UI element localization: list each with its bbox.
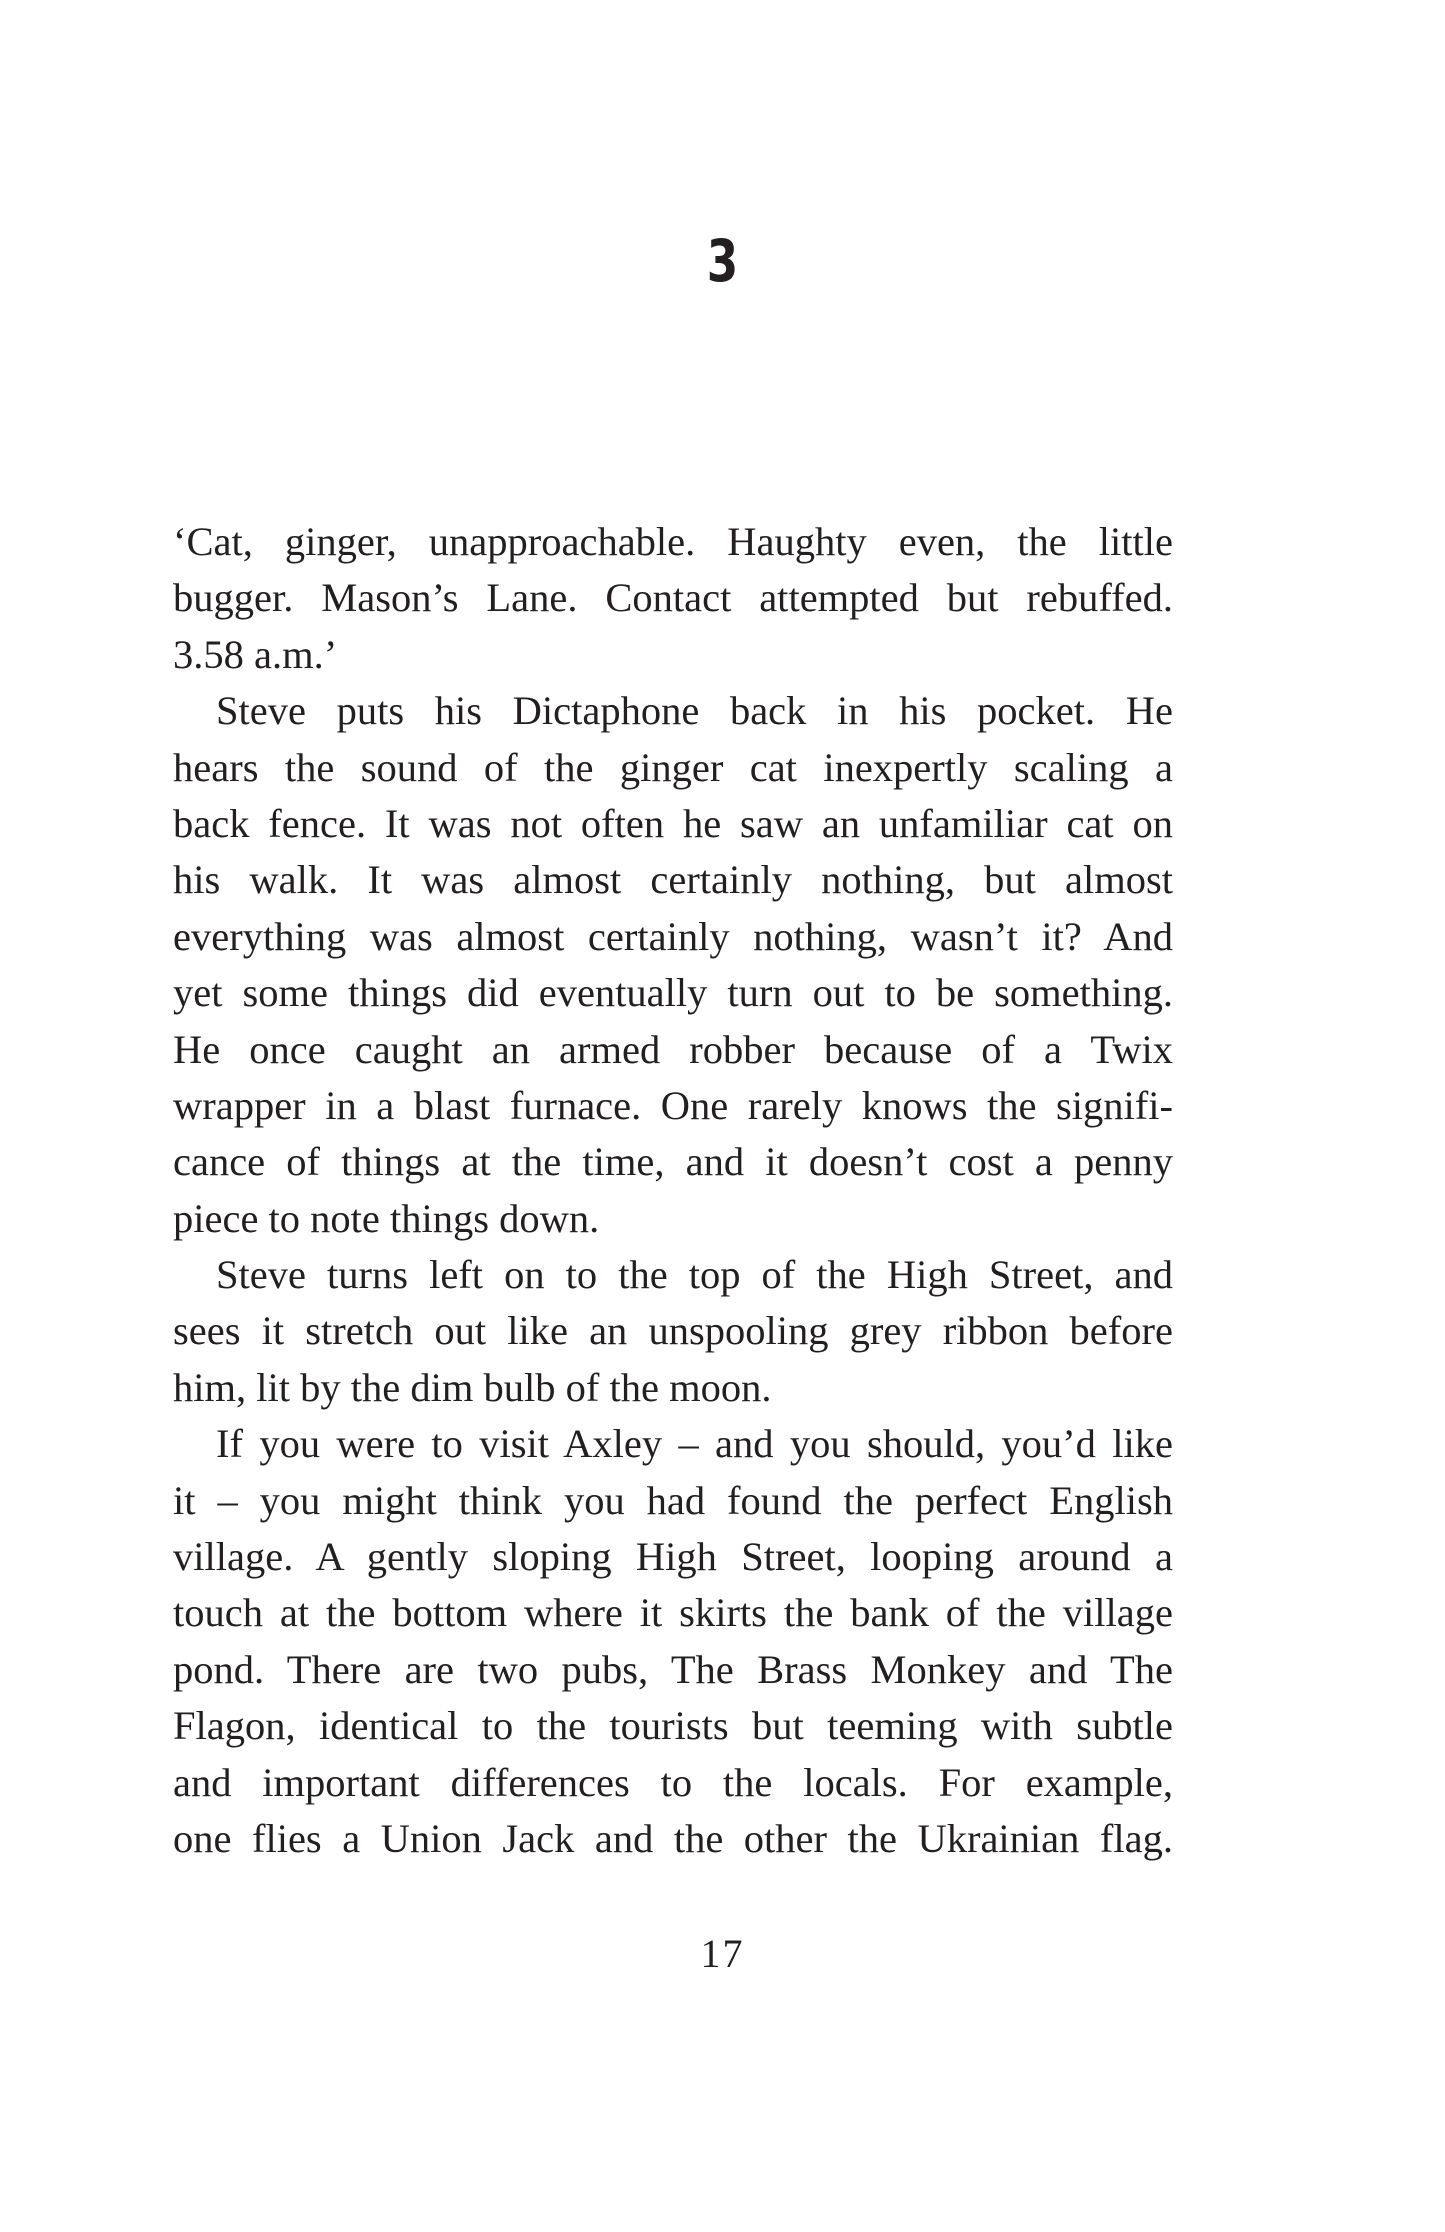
- text-line: village. A gently sloping High Street, looping around a: [173, 1534, 1173, 1580]
- text-line: one flies a Union Jack and the other the Ukrainian flag.: [173, 1815, 1173, 1861]
- text-line: Flagon, identical to the tourists but teeming with subtle: [173, 1703, 1173, 1749]
- text-line: everything was almost certainly nothing, wasn’t it? And: [173, 913, 1173, 959]
- text-line: back fence. It was not often he saw an unfamiliar cat on: [173, 800, 1173, 846]
- body-text: [173, 514, 1173, 1867]
- text-line: sees it stretch out like an unspooling grey ribbon before: [173, 1308, 1173, 1354]
- text-line: hears the sound of the ginger cat inexpertly scaling a: [173, 744, 1173, 790]
- text-line: bugger. Mason’s Lane. Contact attempted but rebuffed.: [173, 575, 1173, 621]
- text-line: and important differences to the locals. For example,: [173, 1759, 1173, 1805]
- text-line: Steve puts his Dictaphone back in his pocket. He: [216, 688, 1173, 734]
- text-line: touch at the bottom where it skirts the bank of the village: [173, 1590, 1173, 1636]
- text-line: ‘Cat, ginger, unapproachable. Haughty even, the little: [173, 519, 1173, 564]
- text-line: his walk. It was almost certainly nothing, but almost: [173, 857, 1173, 903]
- text-line: him, lit by the dim bulb of the moon.: [173, 1364, 772, 1410]
- text-line: He once caught an armed robber because of a Twix: [173, 1026, 1173, 1072]
- text-line: it – you might think you had found the perfect English: [173, 1477, 1173, 1523]
- page-number: 17: [700, 1931, 745, 1976]
- text-line: yet some things did eventually turn out to be something.: [173, 970, 1173, 1016]
- text-line: pond. There are two pubs, The Brass Monkey and The: [173, 1646, 1173, 1692]
- text-line: If you were to visit Axley – and you should, you’d like: [216, 1421, 1173, 1467]
- text-line: cance of things at the time, and it doesn’t cost a penny: [173, 1139, 1173, 1185]
- text-line: Steve turns left on to the top of the High Street, and: [216, 1252, 1173, 1298]
- chapter-number: 3: [706, 227, 739, 295]
- text-line: wrapper in a blast furnace. One rarely knows the signifi-: [173, 1082, 1173, 1128]
- text-line: piece to note things down.: [173, 1195, 600, 1241]
- text-line: 3.58 a.m.’: [173, 631, 338, 677]
